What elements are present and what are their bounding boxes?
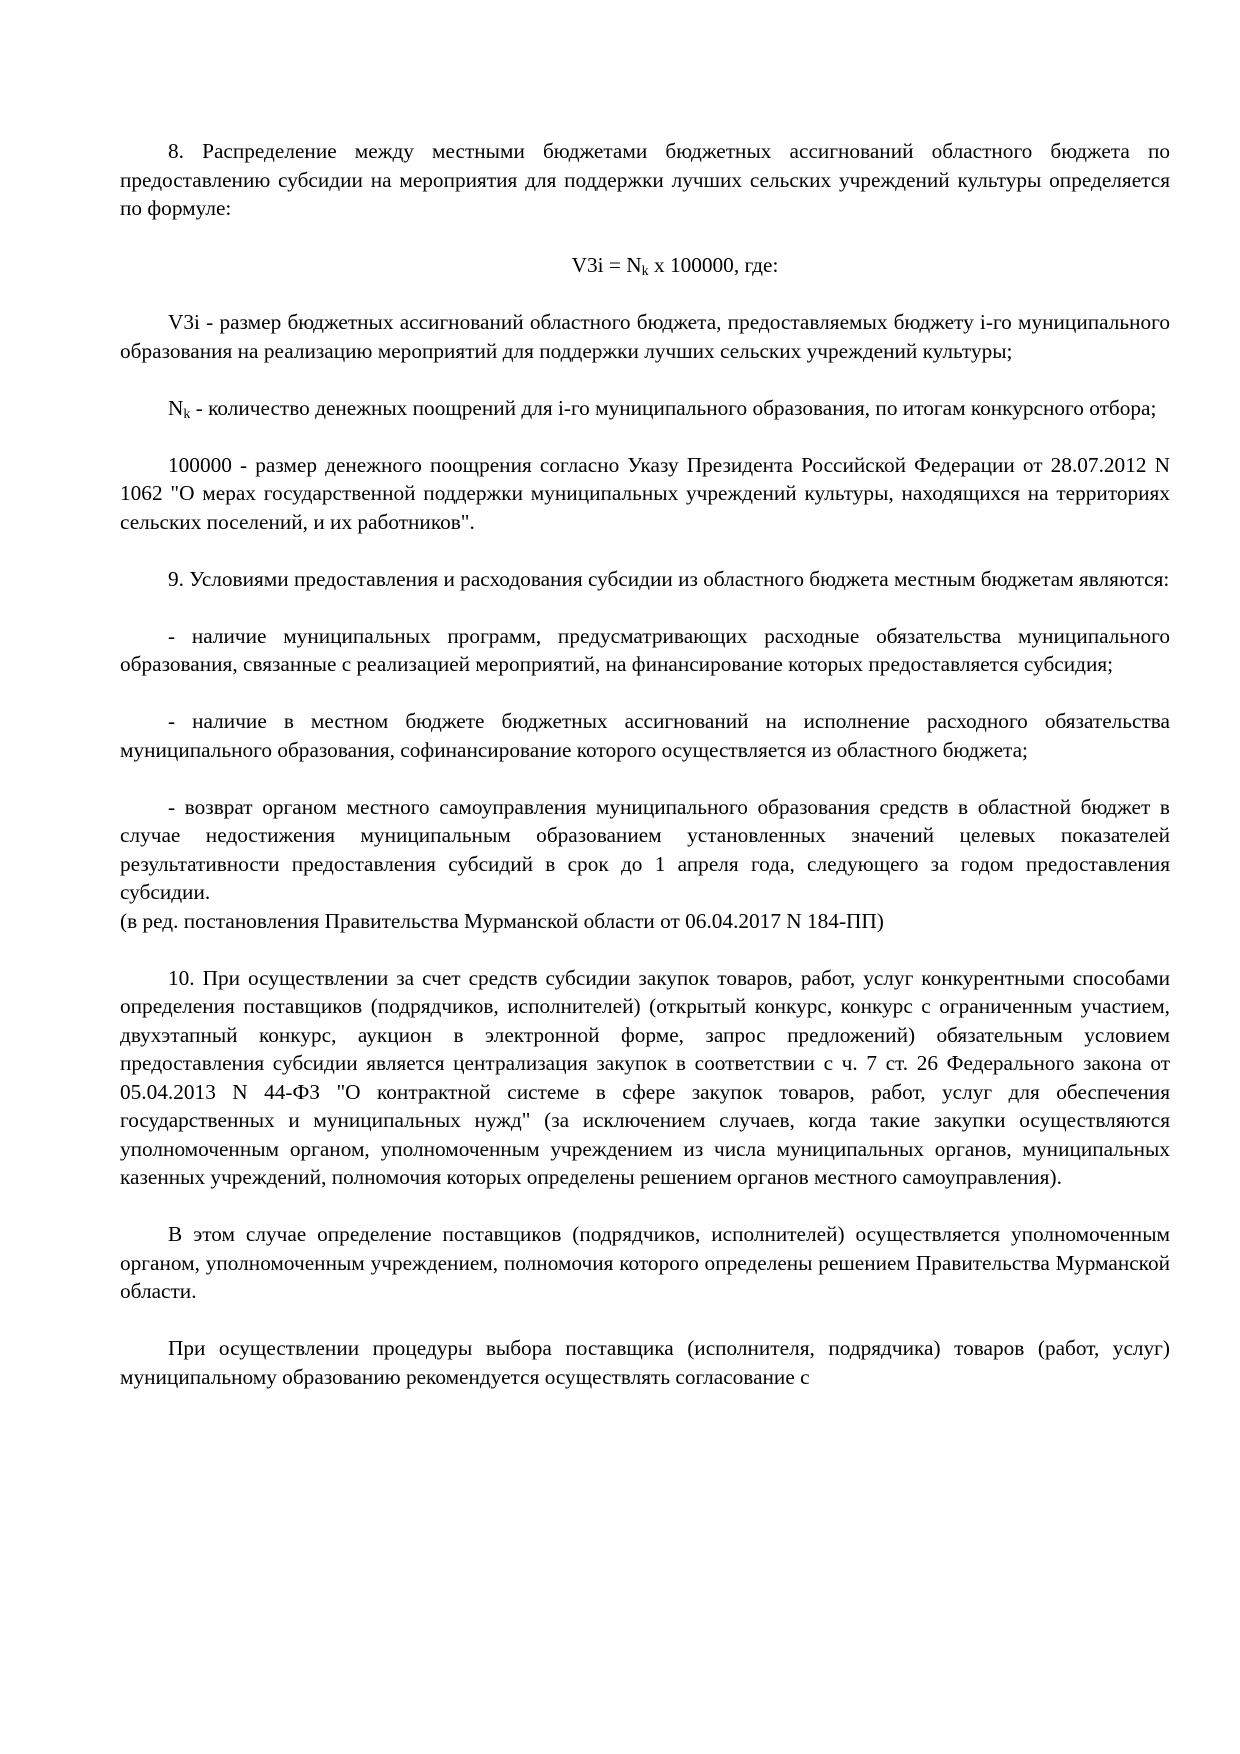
paragraph-9-item-3: - возврат органом местного самоуправления муниципального образования средств в областной бюджет в случае недостижения муниципальным образованием установленных значений целевых показателей результативности предоставления субсидий в срок до 1 апреля года, следующего за годом предоставления субсидии. — [120, 794, 1170, 904]
formula-prefix: V3i = N — [571, 253, 642, 277]
paragraph-9-item-2: - наличие в местном бюджете бюджетных ассигнований на исполнение расходного обязательства муниципального образования, софинансирование которого осуществляется из областного бюджета; — [120, 709, 1170, 762]
paragraph-8: 8. Распределение между местными бюджетами бюджетных ассигнований областного бюджета по предоставлению субсидии на мероприятия для поддержки лучших сельских учреждений культуры определяется по формуле: — [120, 139, 1170, 220]
paragraph-10: 10. При осуществлении за счет средств субсидии закупок товаров, работ, услуг конкурентными способами определения поставщиков (подрядчиков, исполнителей) (открытый конкурс, конкурс с ограниченным участием, двухэтапный конкурс, аукцион в электронной форме, запрос предложений) обязательным условием предоставления субсидии является централизация закупок в соответствии с ч. 7 ст. 26 Федерального закона от 05.04.2013 N 44-ФЗ "О контрактной системе в сфере закупок товаров, работ, услуг для обеспечения государственных и муниципальных нужд" (за исключением случаев, когда такие закупки осуществляются уполномоченным органом, уполномоченным учреждением из числа муниципальных органов, муниципальных казенных учреждений, полномочия которых определены решением органов местного самоуправления). — [120, 965, 1170, 1189]
paragraph-10-case: В этом случае определение поставщиков (подрядчиков, исполнителей) осуществляется уполномоченным органом, уполномоченным учреждением, полномочия которого определены решением Правительства Мурманской области. — [120, 1222, 1170, 1303]
definition-v3i: V3i - размер бюджетных ассигнований областного бюджета, предоставляемых бюджету i-го муниципального образования на реализацию мероприятий для поддержки лучших сельских учреждений культуры; — [120, 310, 1170, 363]
nk-prefix: N — [168, 395, 184, 420]
paragraph-9: 9. Условиями предоставления и расходования субсидии из областного бюджета местным бюджетам являются: — [168, 566, 1170, 591]
paragraph-9-item-1: - наличие муниципальных программ, предусматривающих расходные обязательства муниципального образования, связанные с реализацией мероприятий, на финансирование которых предоставляется субсидия; — [120, 623, 1170, 676]
document-page — [120, 137, 1170, 1420]
nk-suffix: - количество денежных поощрений для i-го муниципального образования, по итогам конкурсного отбора; — [190, 395, 1157, 420]
amendment-note: (в ред. постановления Правительства Мурманской области от 06.04.2017 N 184-ПП) — [120, 908, 884, 933]
formula — [120, 251, 1170, 280]
definition-100000: 100000 - размер денежного поощрения согласно Указу Президента Российской Федерации от 28.07.2012 N 1062 "О мерах государственной поддержки муниципальных учреждений культуры, находящихся на территориях сельских поселений, и их работников". — [120, 452, 1170, 534]
definition-nk — [120, 394, 1170, 423]
paragraph-10-procedure: При осуществлении процедуры выбора поставщика (исполнителя, подрядчика) товаров (работ, услуг) муниципальному образованию рекомендуется осуществлять согласование с — [120, 1336, 1170, 1389]
formula-suffix: x 100000, где: — [648, 253, 779, 277]
nk-subscript: k — [183, 406, 191, 422]
formula-subscript: k — [641, 264, 649, 279]
